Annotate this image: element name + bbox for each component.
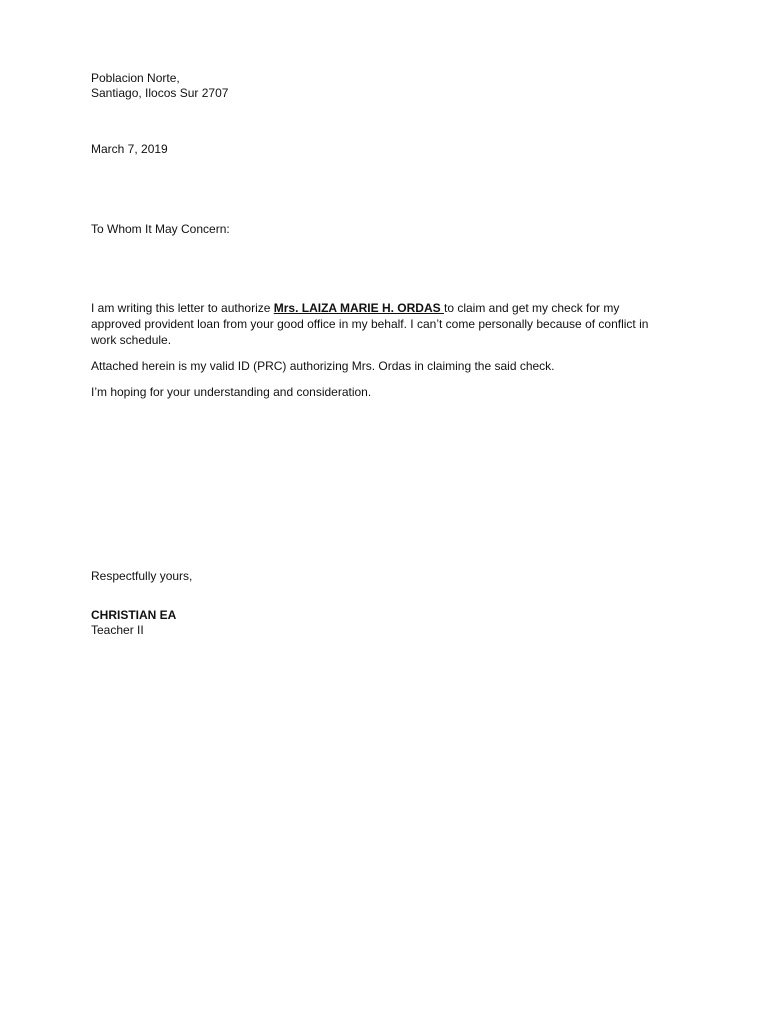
signer-name: CHRISTIAN EA <box>91 608 177 622</box>
paragraph-1-line-2: approved provident loan from your good office in my behalf. I can’t come personally because of conflict in <box>91 317 649 331</box>
closing: Respectfully yours, <box>91 569 193 583</box>
paragraph-1-text-end: to claim and get my check for my <box>443 301 620 315</box>
body-paragraph-2: Attached herein is my valid ID (PRC) authorizing Mrs. Ordas in claiming the said check. <box>91 359 555 373</box>
letter-date: March 7, 2019 <box>91 142 168 156</box>
paragraph-1-line-1 <box>91 300 691 316</box>
signer-title: Teacher II <box>91 623 144 637</box>
body-paragraph-1 <box>91 300 691 348</box>
sender-address-line-1: Poblacion Norte, <box>91 71 180 85</box>
paragraph-1-line-3: work schedule. <box>91 333 172 347</box>
authorized-person-name: Mrs. LAIZA MARIE H. ORDAS <box>273 301 444 315</box>
sender-address-line-2: Santiago, Ilocos Sur 2707 <box>91 86 229 100</box>
salutation: To Whom It May Concern: <box>91 222 230 236</box>
paragraph-1-text-start: I am writing this letter to authorize <box>91 301 274 315</box>
body-paragraph-3: I’m hoping for your understanding and consideration. <box>91 385 372 399</box>
